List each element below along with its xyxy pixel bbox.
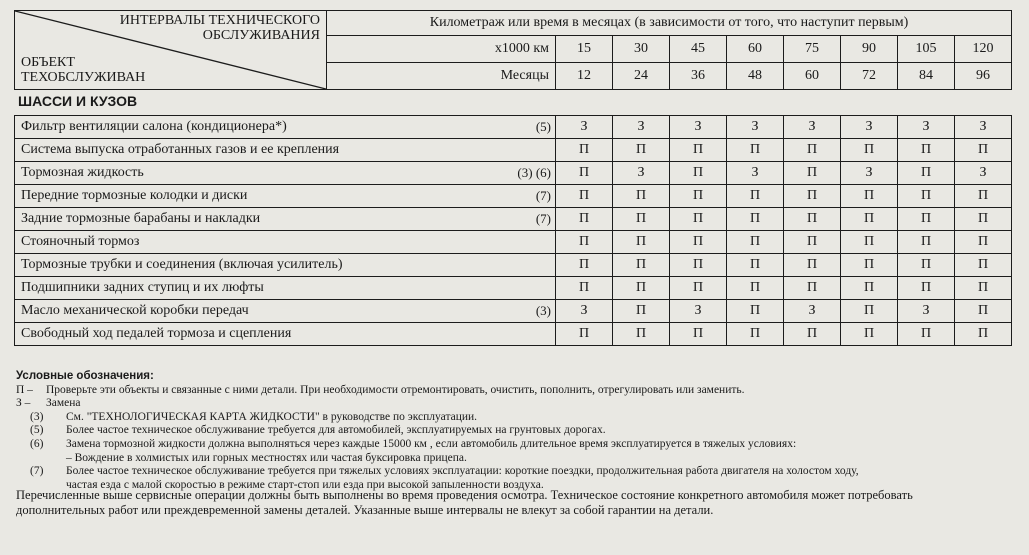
- interval-action-cell: П: [670, 323, 727, 346]
- interval-action-cell: З: [613, 162, 670, 185]
- interval-action-cell: П: [613, 185, 670, 208]
- row-footnote-ref: [456, 139, 556, 162]
- legend-z-key: З –: [16, 397, 31, 410]
- table-row: [15, 300, 1012, 323]
- interval-action-cell: П: [841, 231, 898, 254]
- table-row: [15, 254, 1012, 277]
- interval-action-cell: П: [898, 162, 955, 185]
- legend-p-text: Проверьте эти объекты и связанные с ними детали. При необходимости отремонтировать, очистить, пополнить, отрегулировать или заменить.: [46, 383, 745, 396]
- section-title: ШАССИ И КУЗОВ: [18, 93, 138, 109]
- interval-action-cell: П: [784, 185, 841, 208]
- interval-action-cell: П: [556, 231, 613, 254]
- interval-action-cell: З: [841, 162, 898, 185]
- table-row: [15, 116, 1012, 139]
- interval-action-cell: П: [727, 300, 784, 323]
- month-value-cell: 12: [556, 63, 613, 90]
- row-item-label: Тормозные трубки и соединения (включая усилитель): [15, 254, 456, 277]
- interval-action-cell: П: [556, 277, 613, 300]
- mileage-title: Километраж или время в месяцах (в зависимости от того, что наступит первым): [327, 11, 1012, 36]
- interval-action-cell: З: [955, 162, 1012, 185]
- interval-action-cell: П: [784, 323, 841, 346]
- interval-action-cell: П: [955, 208, 1012, 231]
- interval-action-cell: П: [613, 231, 670, 254]
- interval-action-cell: З: [613, 116, 670, 139]
- table-row: [15, 231, 1012, 254]
- legend-note-5-key: (5): [30, 424, 44, 437]
- table-row: [15, 185, 1012, 208]
- interval-action-cell: П: [841, 300, 898, 323]
- interval-action-cell: П: [613, 254, 670, 277]
- interval-action-cell: З: [556, 116, 613, 139]
- km-value-cell: 45: [670, 36, 727, 63]
- row-item-label: Тормозная жидкость: [15, 162, 456, 185]
- row-footnote-ref: (3) (6): [456, 162, 556, 185]
- interval-action-cell: П: [898, 323, 955, 346]
- interval-action-cell: П: [556, 254, 613, 277]
- footer-note: [16, 488, 1016, 517]
- interval-action-cell: П: [955, 139, 1012, 162]
- interval-action-cell: П: [898, 185, 955, 208]
- km-value-cell: 75: [784, 36, 841, 63]
- row-item-label: Стояночный тормоз: [15, 231, 456, 254]
- row-footnote-ref: (5): [456, 116, 556, 139]
- interval-action-cell: П: [784, 162, 841, 185]
- row-item-label: Система выпуска отработанных газов и ее крепления: [15, 139, 456, 162]
- row-footnote-ref: (7): [456, 208, 556, 231]
- interval-action-cell: П: [955, 300, 1012, 323]
- row-footnote-ref: [456, 277, 556, 300]
- interval-action-cell: П: [613, 208, 670, 231]
- row-item-label: Свободный ход педалей тормоза и сцепления: [15, 323, 456, 346]
- legend-z: [16, 397, 1016, 411]
- interval-action-cell: П: [670, 277, 727, 300]
- object-heading-line1: ОБЪЕКТ: [21, 55, 75, 70]
- row-item-label: Задние тормозные барабаны и накладки: [15, 208, 456, 231]
- legend-note-6: [16, 438, 1016, 452]
- interval-action-cell: П: [670, 231, 727, 254]
- row-item-label: Передние тормозные колодки и диски: [15, 185, 456, 208]
- row-item-label: Подшипники задних ступиц и их люфты: [15, 277, 456, 300]
- interval-action-cell: П: [841, 277, 898, 300]
- km-value-cell: 15: [556, 36, 613, 63]
- legend-note-7-key: (7): [30, 465, 44, 478]
- legend-note-3-text: См. "ТЕХНОЛОГИЧЕСКАЯ КАРТА ЖИДКОСТИ" в руководстве по эксплуатации.: [66, 410, 478, 423]
- legend-note-6-text: Замена тормозной жидкости должна выполняться через каждые 15000 км , если автомобиль длительное время эксплуатируется в тяжелых условиях:: [66, 437, 797, 450]
- km-label: x1000 км: [327, 36, 556, 63]
- interval-action-cell: П: [613, 323, 670, 346]
- interval-action-cell: П: [727, 139, 784, 162]
- interval-action-cell: П: [841, 139, 898, 162]
- legend-note-7-text: Более частое техническое обслуживание требуется при тяжелых условиях эксплуатации: короткие поездки, продолжительная работа двигателя на холостом ходу,: [66, 465, 859, 478]
- legend-note-7: [16, 465, 1016, 479]
- legend-note-6-sub: – Вождение в холмистых или горных местностях или частая буксировка прицепа.: [66, 451, 467, 464]
- legend-p-key: П –: [16, 383, 33, 396]
- interval-action-cell: П: [556, 185, 613, 208]
- km-value-cell: 30: [613, 36, 670, 63]
- interval-action-cell: П: [955, 185, 1012, 208]
- interval-action-cell: П: [727, 185, 784, 208]
- interval-action-cell: З: [898, 116, 955, 139]
- footer-line-1: Перечисленные выше сервисные операции должны быть выполнены во время проведения осмотра. Техническое состояние конкретного автомобиля может потребовать: [16, 488, 913, 502]
- legend: [16, 370, 1016, 492]
- legend-title: Условные обозначения:: [16, 370, 154, 382]
- object-heading-line2: ТЕХОБСЛУЖИВАН: [21, 70, 146, 85]
- interval-action-cell: З: [955, 116, 1012, 139]
- legend-z-text: Замена: [46, 397, 81, 410]
- table-row: [15, 208, 1012, 231]
- interval-action-cell: З: [727, 116, 784, 139]
- interval-action-cell: П: [898, 277, 955, 300]
- interval-action-cell: З: [727, 162, 784, 185]
- legend-note-5-text: Более частое техническое обслуживание требуется для автомобилей, эксплуатируемых на грунтовых дорогах.: [66, 424, 606, 437]
- legend-note-5: [16, 424, 1016, 438]
- km-value-cell: 60: [727, 36, 784, 63]
- row-footnote-ref: [456, 254, 556, 277]
- interval-action-cell: П: [841, 254, 898, 277]
- interval-action-cell: П: [898, 254, 955, 277]
- month-value-cell: 36: [670, 63, 727, 90]
- legend-note-3-key: (3): [30, 410, 44, 423]
- footer-line-2: дополнительных работ или преждевременной замены деталей. Указанные выше интервалы не влекут за собой гарантии на детали.: [16, 502, 714, 517]
- month-value-cell: 24: [613, 63, 670, 90]
- intervals-heading-line1: ИНТЕРВАЛЫ ТЕХНИЧЕСКОГО: [119, 13, 320, 28]
- row-item-label: Масло механической коробки передач: [15, 300, 456, 323]
- interval-action-cell: П: [613, 139, 670, 162]
- interval-action-cell: П: [727, 231, 784, 254]
- legend-note-7-text2: частая езда с малой скоростью в режиме старт-стоп или езда при высокой запыленности воздуха.: [66, 478, 544, 491]
- month-value-cell: 96: [955, 63, 1012, 90]
- interval-action-cell: П: [841, 323, 898, 346]
- interval-action-cell: П: [727, 277, 784, 300]
- table-row: [15, 162, 1012, 185]
- row-footnote-ref: [456, 323, 556, 346]
- interval-action-cell: П: [955, 231, 1012, 254]
- month-value-cell: 60: [784, 63, 841, 90]
- legend-note-3: [16, 411, 1016, 425]
- interval-action-cell: П: [556, 162, 613, 185]
- table-row: [15, 277, 1012, 300]
- interval-action-cell: П: [784, 254, 841, 277]
- interval-action-cell: П: [556, 208, 613, 231]
- km-value-cell: 120: [955, 36, 1012, 63]
- interval-action-cell: З: [670, 116, 727, 139]
- interval-action-cell: З: [784, 116, 841, 139]
- interval-action-cell: П: [556, 323, 613, 346]
- interval-action-cell: З: [898, 300, 955, 323]
- table-row: [15, 139, 1012, 162]
- interval-action-cell: З: [556, 300, 613, 323]
- interval-action-cell: П: [841, 208, 898, 231]
- interval-action-cell: П: [955, 254, 1012, 277]
- interval-action-cell: П: [727, 323, 784, 346]
- month-value-cell: 48: [727, 63, 784, 90]
- interval-action-cell: П: [955, 323, 1012, 346]
- object-heading: [21, 55, 145, 85]
- row-footnote-ref: (3): [456, 300, 556, 323]
- interval-action-cell: З: [784, 300, 841, 323]
- header-corner-cell: [15, 11, 327, 90]
- interval-action-cell: П: [727, 208, 784, 231]
- interval-action-cell: З: [841, 116, 898, 139]
- interval-action-cell: З: [670, 300, 727, 323]
- interval-action-cell: П: [613, 300, 670, 323]
- chassis-body-table: [14, 115, 1012, 346]
- interval-action-cell: П: [784, 139, 841, 162]
- interval-action-cell: П: [841, 185, 898, 208]
- intervals-heading: [120, 13, 320, 43]
- interval-action-cell: П: [613, 277, 670, 300]
- interval-action-cell: П: [784, 208, 841, 231]
- interval-action-cell: П: [670, 185, 727, 208]
- km-value-cell: 105: [898, 36, 955, 63]
- legend-p: [16, 384, 1016, 398]
- interval-action-cell: П: [727, 254, 784, 277]
- interval-action-cell: П: [670, 139, 727, 162]
- interval-action-cell: П: [784, 231, 841, 254]
- row-item-label: Фильтр вентиляции салона (кондиционера*): [15, 116, 456, 139]
- intervals-heading-line2: ОБСЛУЖИВАНИЯ: [202, 28, 320, 43]
- month-value-cell: 84: [898, 63, 955, 90]
- schedule-header-table: [14, 10, 1012, 90]
- interval-action-cell: П: [784, 277, 841, 300]
- table-row: [15, 323, 1012, 346]
- interval-action-cell: П: [556, 139, 613, 162]
- row-footnote-ref: (7): [456, 185, 556, 208]
- month-value-cell: 72: [841, 63, 898, 90]
- interval-action-cell: П: [898, 231, 955, 254]
- interval-action-cell: П: [898, 208, 955, 231]
- interval-action-cell: П: [670, 254, 727, 277]
- interval-action-cell: П: [898, 139, 955, 162]
- interval-action-cell: П: [670, 208, 727, 231]
- interval-action-cell: П: [955, 277, 1012, 300]
- legend-note-6-key: (6): [30, 437, 44, 450]
- months-label: Месяцы: [327, 63, 556, 90]
- row-footnote-ref: [456, 231, 556, 254]
- km-value-cell: 90: [841, 36, 898, 63]
- interval-action-cell: П: [670, 162, 727, 185]
